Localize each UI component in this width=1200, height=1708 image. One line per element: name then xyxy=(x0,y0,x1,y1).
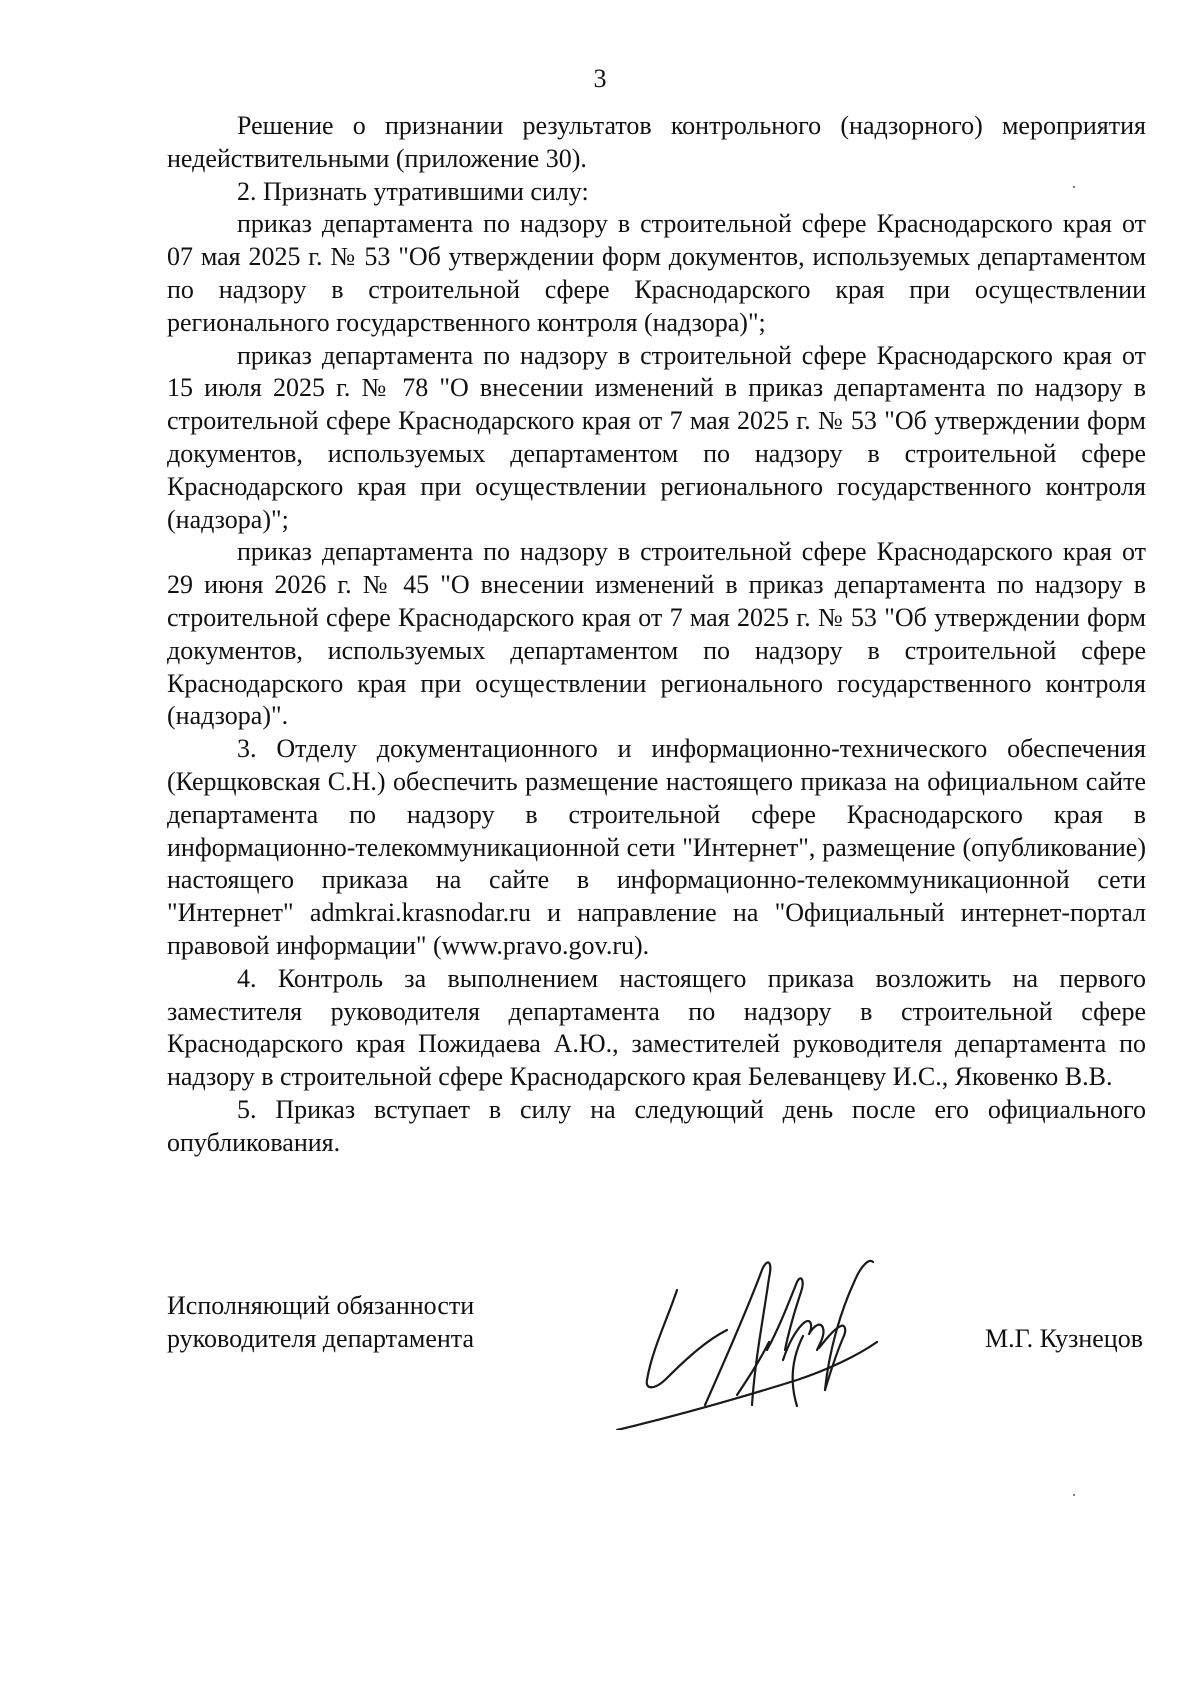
paragraph-item-5-effective: 5. Приказ вступает в силу на следующий день после его официального опубликования. xyxy=(167,1094,1146,1157)
paragraph-item-2-repeal: 2. Признать утратившими силу: xyxy=(237,176,589,206)
paragraph-order-53: приказ департамента по надзору в строительной сфере Краснодарского края от 07 мая 2025 г. № 53 "Об утверждении форм документов, используемых департаментом по надзору в строительной сфере Краснодарского края при осуществлении регионального государственного контроля (надзора)"; xyxy=(167,209,1146,337)
paragraph-decision-invalid-results: Решение о признании результатов контрольного (надзорного) мероприятия недействительными (приложение 30). xyxy=(167,111,1146,173)
document-body xyxy=(167,110,1146,1160)
paragraph-item-4-control: 4. Контроль за выполнением настоящего приказа возложить на первого заместителя руководителя департамента по надзору в строительной сфере Краснодарского края Пожидаева А.Ю., заместителей руководителя департамента по надзору в строительной сфере Краснодарского края Белеванцеву И.С., Яковенко В.В. xyxy=(167,963,1146,1092)
paragraph-order-78: приказ департамента по надзору в строительной сфере Краснодарского края от 15 июля 2025 г. № 78 "О внесении изменений в приказ департамента по надзору в строительной сфере Краснодарского края от 7 мая 2025 г. № 53 "Об утверждении форм документов, используемых департаментом по надзору в строительной сфере Краснодарского края при осуществлении регионального государственного контроля (надзора)"; xyxy=(167,340,1146,534)
signatory-position xyxy=(167,1290,474,1356)
handwritten-signature xyxy=(607,1230,907,1430)
signatory-position-line-1: Исполняющий обязанности xyxy=(167,1291,475,1320)
paragraph-order-45: приказ департамента по надзору в строительной сфере Краснодарского края от 29 июня 2026 г. № 45 "О внесении изменений в приказ департамента по надзору в строительной сфере Краснодарского края от 7 мая 2025 г. № 53 "Об утверждении форм документов, используемых департаментом по надзору в строительной сфере Краснодарского края при осуществлении регионального государственного контроля (надзора)". xyxy=(167,537,1146,731)
scan-speck xyxy=(1073,186,1075,188)
signatory-name: М.Г. Кузнецов xyxy=(984,1324,1143,1353)
scan-speck xyxy=(1073,1494,1075,1496)
paragraph-item-3-publication: 3. Отделу документационного и информационно-технического обеспечения (Керщковская С.Н.) обеспечить размещение настоящего приказа на официальном сайте департамента по надзору в строительной сфере Краснодарского края в информационно-телекоммуникационной сети "Интернет", размещение (опубликование) настоящего приказа на сайте в информационно-телекоммуникационной сети "Интернет" admkrai.krasnodar.ru и направление на "Официальный интернет-портал правовой информации" (www.pravo.gov.ru). xyxy=(167,734,1146,960)
signatory-position-line-2: руководителя департамента xyxy=(167,1323,475,1353)
page-number: 3 xyxy=(593,64,607,93)
signature-block xyxy=(167,1290,1146,1420)
